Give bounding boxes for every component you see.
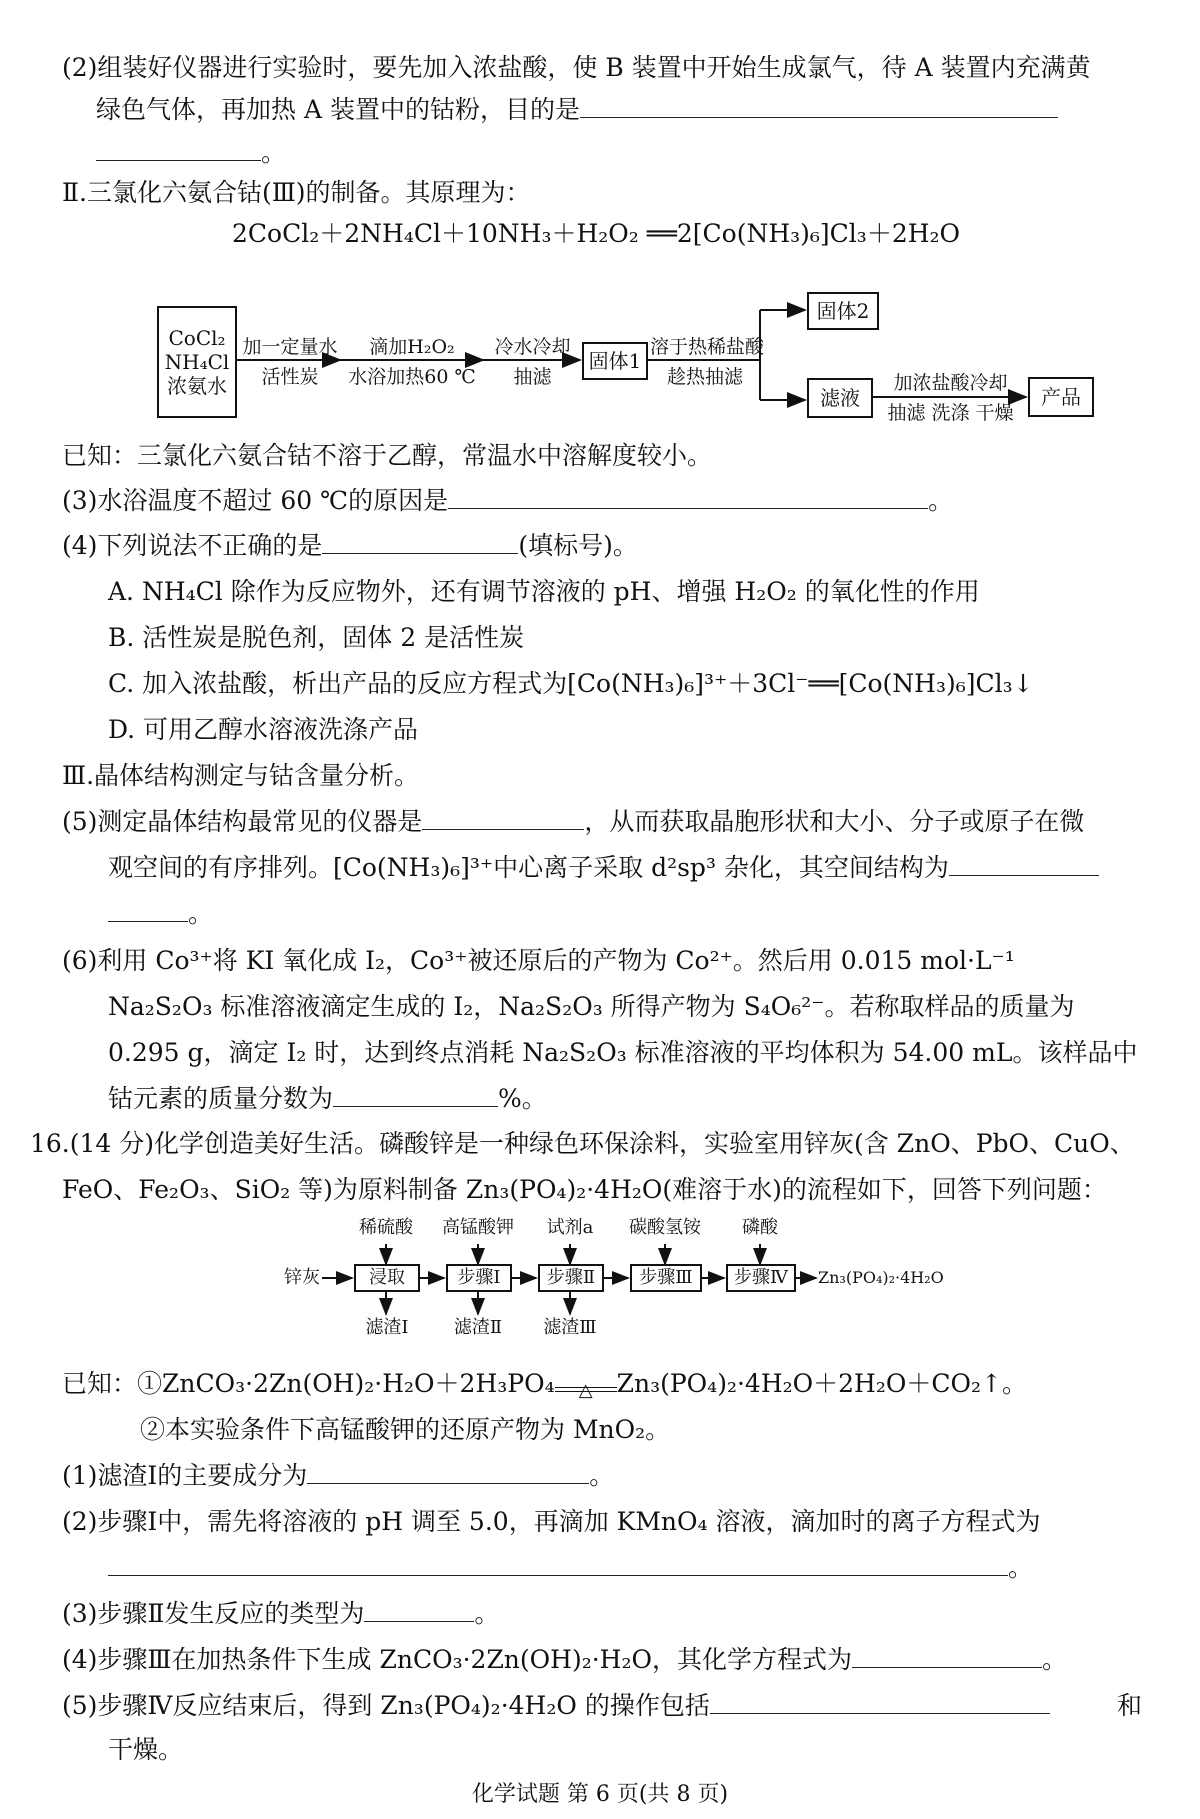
- reagent-phosphoric-acid: 磷酸: [742, 1217, 778, 1238]
- reaction-equation: 2CoCl₂＋2NH₄Cl＋10NH₃＋H₂O₂ ══2[Co(NH₃)₆]Cl₃＋2H₂O: [232, 219, 961, 248]
- q16-part2-line2: [108, 1552, 1033, 1584]
- q16-stem-line1: 16.(14 分)化学创造美好生活。磷酸锌是一种绿色环保涂料，实验室用锌灰(含 ZnO、PbO、CuO、: [30, 1129, 1135, 1158]
- answer-blank[interactable]: [852, 1645, 1042, 1668]
- q15-part5-text: 观空间的有序排列。[Co(NH₃)₆]³⁺中心离子采取 d²sp³ 杂化，其空间结构为: [108, 853, 949, 882]
- step4-condition: 趁热抽滤: [666, 366, 743, 388]
- q15-part3-text: (3)水浴温度不超过 60 ℃的原因是: [62, 486, 449, 515]
- final-product: Zn₃(PO₄)₂·4H₂O: [818, 1268, 944, 1287]
- q16-known-1: [62, 1368, 1027, 1400]
- residue-3: 滤渣Ⅲ: [543, 1317, 597, 1338]
- residue-1: 滤渣Ⅰ: [365, 1317, 409, 1338]
- reagent-dilute-sulfuric-acid: 稀硫酸: [359, 1217, 413, 1238]
- answer-blank[interactable]: [307, 1461, 589, 1484]
- q15-part6-line1: (6)利用 Co³⁺将 KI 氧化成 I₂，Co³⁺被还原后的产物为 Co²⁺。然后用 0.015 mol·L⁻¹: [62, 946, 1015, 975]
- step-leaching: 浸取: [354, 1264, 420, 1292]
- q16-part5-text: (5)步骤Ⅳ反应结束后，得到 Zn₃(PO₄)₂·4H₂O 的操作包括: [62, 1691, 710, 1720]
- q15-part2-text: 绿色气体，再加热 A 装置中的钴粉，目的是: [96, 95, 580, 124]
- q15-part5-text: (5)测定晶体结构最常见的仪器是: [62, 807, 423, 836]
- step2-condition: 滴加H₂O₂: [369, 336, 455, 358]
- reagent-a: 试剂a: [546, 1217, 594, 1238]
- q15-part5-text: ，从而获取晶胞形状和大小、分子或原子在微: [584, 807, 1085, 836]
- step5-condition: 抽滤 洗涤 干燥: [887, 402, 1014, 424]
- q16-part5-line1: [62, 1690, 1142, 1722]
- q16-part3: [62, 1598, 499, 1630]
- q16-known-2: ②本实验条件下高锰酸钾的还原产物为 MnO₂。: [140, 1415, 671, 1444]
- period: 。: [1008, 1553, 1034, 1582]
- q16-part4-text: (4)步骤Ⅲ在加热条件下生成 ZnCO₃·2Zn(OH)₂·H₂O，其化学方程式为: [62, 1645, 853, 1674]
- step3-condition: 抽滤: [513, 366, 552, 388]
- option-c: C. 加入浓盐酸，析出产品的反应方程式为[Co(NH₃)₆]³⁺＋3Cl⁻══[Co(NH₃)₆]Cl₃↓: [108, 669, 1034, 698]
- product-box: 产品: [1028, 377, 1094, 417]
- step-2: 步骤Ⅱ: [538, 1264, 604, 1292]
- q16-part3-text: (3)步骤Ⅱ发生反应的类型为: [62, 1599, 365, 1628]
- step1-condition: 加一定量水: [242, 336, 338, 358]
- step2-condition: 水浴加热60 ℃: [348, 366, 476, 388]
- q15-part2-line1: (2)组装好仪器进行实验时，要先加入浓盐酸，使 B 装置中开始生成氯气，待 A 装置内充满黄: [62, 53, 1091, 82]
- period: 。: [188, 899, 214, 928]
- reagent-potassium-permanganate: 高锰酸钾: [442, 1217, 514, 1238]
- answer-blank[interactable]: [108, 1553, 1008, 1576]
- q15-part6-text: 钴元素的质量分数为: [108, 1084, 334, 1113]
- step-4: 步骤Ⅳ: [726, 1264, 796, 1292]
- step-1: 步骤Ⅰ: [446, 1264, 512, 1292]
- period: 。: [261, 138, 287, 167]
- q16-stem-line2: FeO、Fe₂O₃、SiO₂ 等)为原料制备 Zn₃(PO₄)₂·4H₂O(难溶于水)的流程如下，回答下列问题：: [62, 1175, 1107, 1204]
- page-footer: 化学试题 第 6 页(共 8 页): [471, 1782, 729, 1807]
- q15-part6-line2: Na₂S₂O₃ 标准溶液滴定生成的 I₂，Na₂S₂O₃ 所得产物为 S₄O₆²⁻。若称取样品的质量为: [108, 992, 1075, 1021]
- reagent-label: NH₄Cl: [164, 350, 230, 374]
- known-products: Zn₃(PO₄)₂·4H₂O＋2H₂O＋CO₂↑。: [616, 1369, 1027, 1398]
- option-d: D. 可用乙醇水溶液洗涤产品: [108, 715, 419, 744]
- known-reactants: 已知：①ZnCO₃·2Zn(OH)₂·H₂O＋2H₃PO₄: [62, 1369, 555, 1398]
- reagent-label: CoCl₂: [168, 326, 226, 350]
- period: 。: [928, 486, 954, 515]
- step1-condition: 活性炭: [261, 366, 319, 388]
- step-3: 步骤Ⅲ: [630, 1264, 702, 1292]
- section-2-title: Ⅱ.三氯化六氨合钴(Ⅲ)的制备。其原理为：: [62, 178, 531, 207]
- period: 。: [474, 1599, 500, 1628]
- solid1-box: 固体1: [582, 342, 648, 380]
- q15-part4-text: (4)下列说法不正确的是: [62, 531, 323, 560]
- filtrate-box: 滤液: [807, 378, 873, 418]
- reaction-arrow: [555, 1380, 617, 1401]
- q16-part1: [62, 1460, 614, 1492]
- reagent-label: 浓氨水: [167, 374, 227, 398]
- q16-part4: [62, 1644, 1067, 1676]
- heat-condition: △: [578, 1380, 593, 1401]
- q15-part6-line3: 0.295 g，滴定 I₂ 时，达到终点消耗 Na₂S₂O₃ 标准溶液的平均体积为 54.00 mL。该样品中: [108, 1038, 1138, 1067]
- solid2-box: 固体2: [807, 292, 879, 330]
- option-a: A. NH₄Cl 除作为反应物外，还有调节溶液的 pH、增强 H₂O₂ 的氧化性的作用: [108, 577, 980, 606]
- q15-part4-hint: (填标号)。: [518, 531, 638, 560]
- q16-part5-line2: 干燥。: [108, 1735, 184, 1764]
- period: 。: [589, 1461, 615, 1490]
- known-info: 已知：三氯化六氨合钴不溶于乙醇，常温水中溶解度较小。: [62, 441, 713, 470]
- answer-blank[interactable]: [710, 1691, 1050, 1714]
- percent-unit: %。: [498, 1084, 547, 1113]
- q16-part2-line1: (2)步骤Ⅰ中，需先将溶液的 pH 调至 5.0，再滴加 KMnO₄ 溶液，滴加时的离子方程式为: [62, 1507, 1041, 1536]
- step5-condition: 加浓盐酸冷却: [893, 372, 1008, 394]
- input-zinc-ash: 锌灰: [284, 1267, 320, 1288]
- step4-condition: 溶于热稀盐酸: [650, 336, 765, 358]
- option-b: B. 活性炭是脱色剂，固体 2 是活性炭: [108, 623, 525, 652]
- conjunction: 和: [1116, 1691, 1142, 1720]
- answer-blank[interactable]: [364, 1599, 474, 1622]
- step3-condition: 冷水冷却: [494, 336, 571, 358]
- residue-2: 滤渣Ⅱ: [453, 1317, 503, 1338]
- section-3-title: Ⅲ.晶体结构测定与钴含量分析。: [62, 761, 420, 790]
- reagent-ammonium-bicarbonate: 碳酸氢铵: [629, 1217, 701, 1238]
- q16-part1-text: (1)滤渣Ⅰ的主要成分为: [62, 1461, 308, 1490]
- period: 。: [1042, 1645, 1068, 1674]
